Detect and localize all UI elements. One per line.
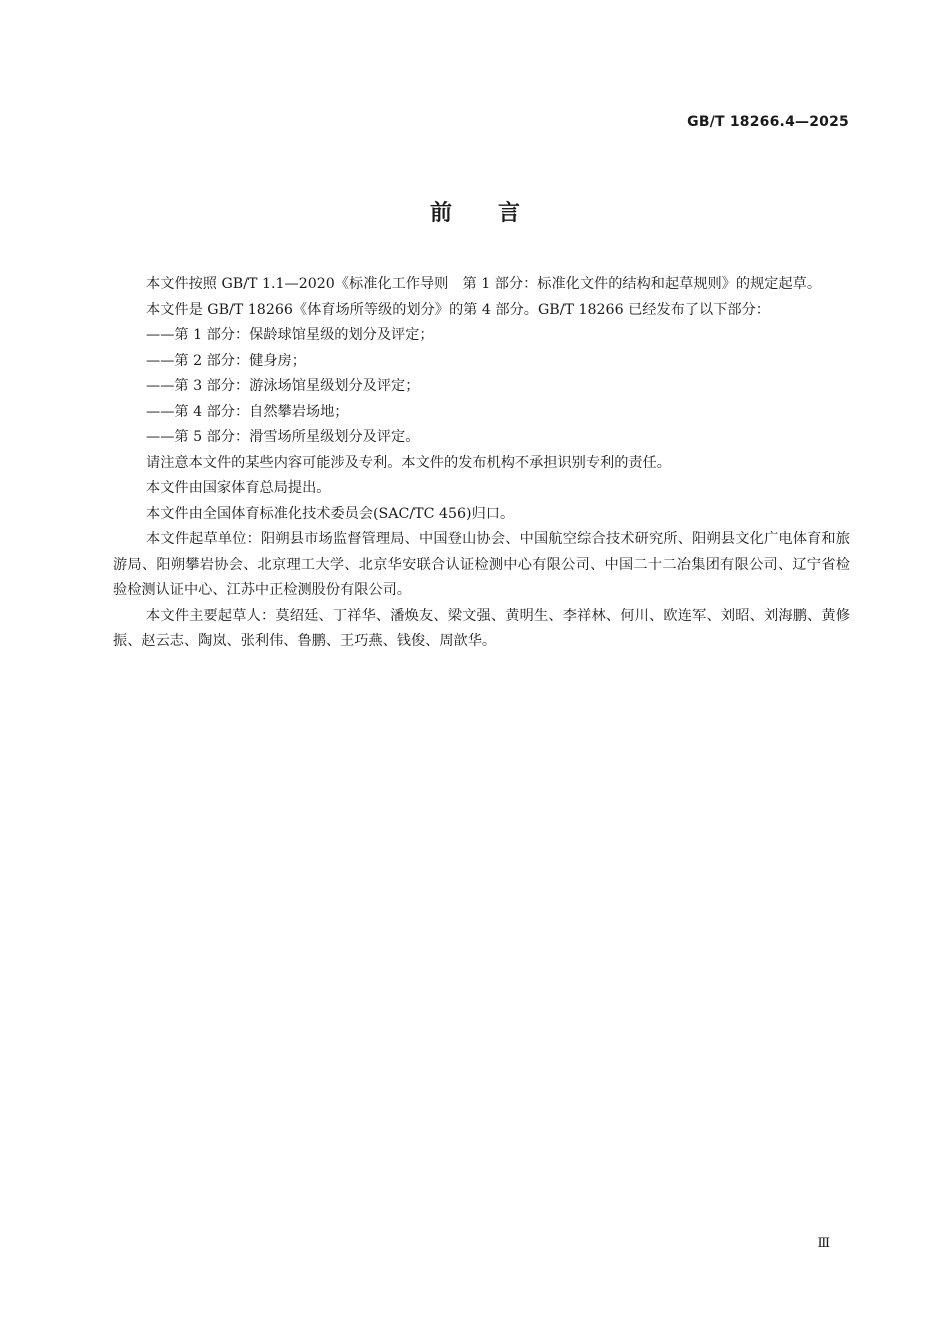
page-number: Ⅲ [817, 1236, 830, 1251]
foreword-body [113, 272, 850, 655]
list-item-part-1: ——第 1 部分：保龄球馆星级的划分及评定； [146, 327, 434, 343]
paragraph-drafting-units: 本文件起草单位：阳朔县市场监督管理局、中国登山协会、中国航空综合技术研究所、阳朔县文化广电体育和旅游局、阳朔攀岩协会、北京理工大学、北京华安联合认证检测中心有限公司、中国二十二冶集团有限公司、辽宁省检验检测认证中心、江苏中正检测股份有限公司。 [113, 531, 850, 598]
paragraph-proposer: 本文件由国家体育总局提出。 [146, 480, 331, 496]
standard-number: GB/T 18266.4—2025 [687, 114, 849, 130]
list-item-part-5: ——第 5 部分：滑雪场所星级划分及评定。 [146, 429, 420, 445]
title-char-2: 言 [498, 201, 521, 226]
paragraph-patent-notice: 请注意本文件的某些内容可能涉及专利。本文件的发布机构不承担识别专利的责任。 [146, 454, 671, 471]
paragraph-drafters: 本文件主要起草人：莫绍廷、丁祥华、潘焕友、梁文强、黄明生、李祥林、何川、欧连军、刘昭、刘海鹏、黄修振、赵云志、陶岚、张利伟、鲁鹏、王巧燕、钱俊、周歆华。 [113, 607, 850, 649]
paragraph-committee: 本文件由全国体育标准化技术委员会(SAC/TC 456)归口。 [146, 505, 515, 522]
title-char-1: 前 [429, 201, 452, 226]
paragraph-series-intro: 本文件是 GB/T 18266《体育场所等级的划分》的第 4 部分。GB/T 18266 已经发布了以下部分： [146, 301, 770, 318]
paragraph-drafting-rules: 本文件按照 GB/T 1.1—2020《标准化工作导则 第 1 部分：标准化文件的结构和起草规则》的规定起草。 [146, 276, 822, 292]
list-item-part-4: ——第 4 部分：自然攀岩场地； [146, 403, 349, 420]
list-item-part-2: ——第 2 部分：健身房； [146, 352, 306, 369]
page-title [0, 196, 950, 227]
list-item-part-3: ——第 3 部分：游泳场馆星级划分及评定； [146, 378, 420, 394]
